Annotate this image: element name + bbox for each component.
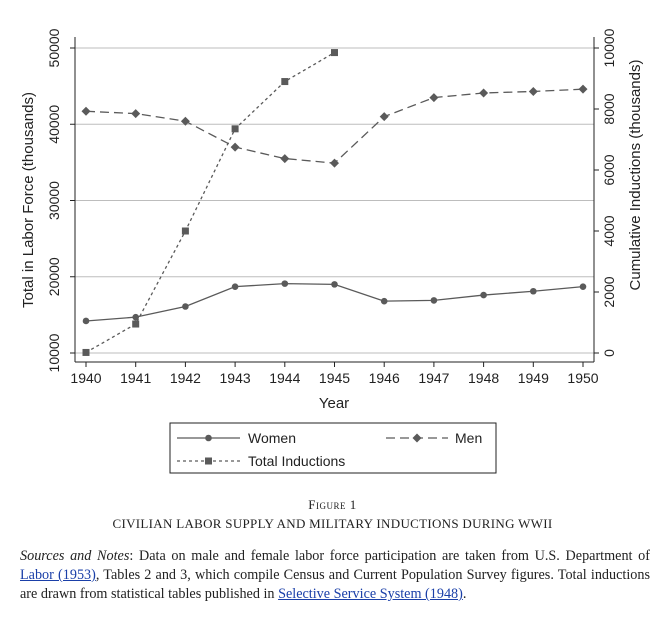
data-point [281, 78, 288, 85]
legend-label-women: Women [248, 430, 296, 446]
data-point [182, 228, 189, 235]
x-tick-label: 1948 [468, 370, 500, 386]
data-point [479, 88, 488, 97]
y-axis-right-label: Cumulative Inductions (thousands) [627, 59, 644, 291]
y-left-tick-label: 10000 [46, 333, 62, 373]
data-point [182, 303, 189, 310]
x-tick-label: 1946 [368, 370, 400, 386]
series-total-inductions [83, 49, 339, 356]
data-point [579, 85, 588, 94]
data-point [431, 297, 438, 304]
figure-title: CIVILIAN LABOR SUPPLY AND MILITARY INDUCTIONS DURING WWII [112, 516, 553, 531]
series-layer [82, 49, 588, 356]
y-left-tick-label: 50000 [46, 28, 62, 68]
sources-notes [20, 547, 650, 604]
data-point [529, 87, 538, 96]
data-point [83, 318, 90, 325]
legend-key-marker [205, 435, 212, 442]
data-point [232, 125, 239, 132]
y-left-tick-label: 20000 [46, 257, 62, 297]
figure-number: Figure 1 [308, 497, 357, 512]
selective-service-1948-link[interactable]: Selective Service System (1948) [278, 586, 463, 602]
x-axis-label: Year [318, 395, 350, 412]
x-tick-label: 1944 [269, 370, 301, 386]
x-tick-label: 1950 [567, 370, 599, 386]
y-left-tick-label: 40000 [46, 104, 62, 144]
notes-lead: Sources and Notes [20, 548, 130, 564]
x-tick-label: 1949 [517, 370, 549, 386]
data-point [280, 154, 289, 163]
y-right-tick-label: 2000 [601, 276, 617, 308]
data-point [429, 93, 438, 102]
series-women [83, 280, 587, 324]
legend-label-men: Men [455, 430, 483, 446]
data-point [380, 112, 389, 121]
y-right-tick-label: 8000 [601, 93, 617, 125]
x-tick-label: 1940 [70, 370, 102, 386]
series-men [82, 85, 588, 168]
y-left-tick-label: 30000 [46, 181, 62, 220]
data-point [580, 283, 587, 290]
y-right-tick-label: 0 [601, 349, 617, 357]
y-axis-left-label: Total in Labor Force (thousands) [20, 92, 37, 308]
y-right-tick-label: 6000 [601, 154, 617, 186]
series-line [86, 284, 583, 321]
y-right-tick-label: 10000 [601, 28, 617, 68]
data-point [282, 280, 289, 287]
notes-text-3: . [462, 586, 467, 602]
x-tick-label: 1945 [318, 370, 351, 386]
legend-label-total-inductions: Total Inductions [248, 453, 346, 469]
data-point [131, 109, 140, 118]
data-point [331, 281, 338, 288]
series-line [86, 89, 583, 163]
y-right-tick-label: 4000 [601, 215, 617, 247]
data-point [330, 159, 339, 168]
data-point [530, 288, 537, 295]
data-point [331, 49, 338, 56]
legend-key-marker [205, 458, 212, 465]
x-tick-label: 1942 [169, 370, 201, 386]
labor-1953-link[interactable]: Labor (1953) [20, 567, 96, 583]
notes-text-2: , Tables 2 and 3, which compile Census and Current Population Survey figures. Total inductions are drawn from statistical tables published in [20, 567, 650, 602]
data-point [132, 321, 139, 328]
x-tick-label: 1947 [418, 370, 450, 386]
data-point [83, 349, 90, 356]
data-point [231, 143, 240, 152]
ticks [46, 28, 617, 386]
series-line [86, 53, 335, 353]
legend [170, 423, 496, 473]
data-point [232, 283, 239, 290]
x-tick-label: 1941 [120, 370, 152, 386]
notes-text-1: : Data on male and female labor force participation are taken from U.S. Department of [129, 548, 650, 564]
gridlines [75, 48, 594, 353]
x-tick-label: 1943 [219, 370, 251, 386]
data-point [82, 107, 91, 116]
data-point [480, 292, 487, 299]
data-point [381, 298, 388, 305]
